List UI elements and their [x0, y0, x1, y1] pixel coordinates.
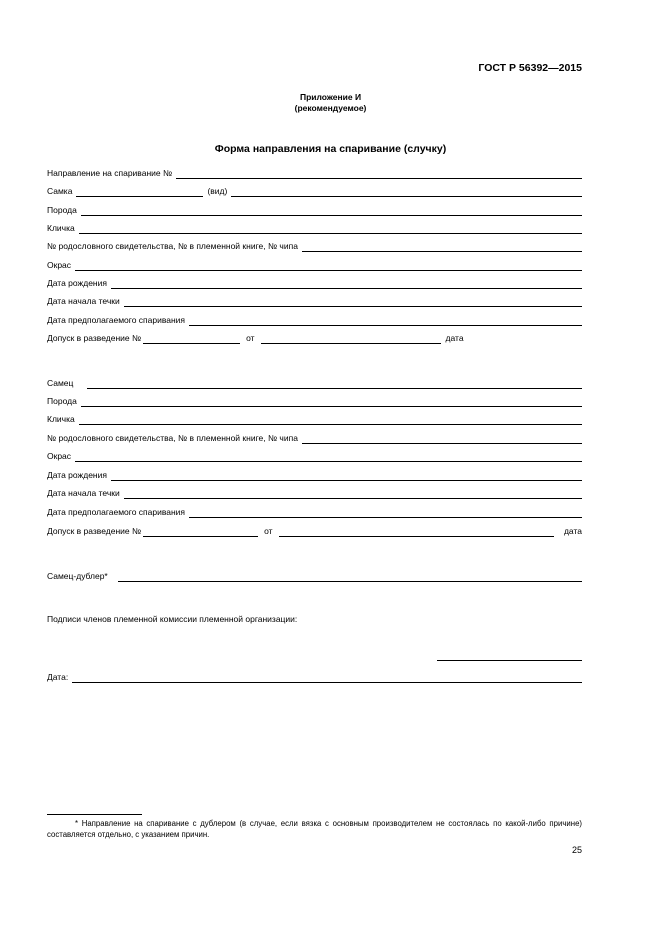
male-heat-label: Дата начала течки: [47, 488, 120, 498]
female-name-label: Кличка: [47, 223, 75, 233]
male-admission-number-field[interactable]: [143, 527, 258, 537]
female-breed-row: [47, 204, 582, 216]
footnote-text: * Направление на спаривание с дублером (в случае, если вязка с основным производителем не состоялась по какой-либо причине) составляется отдельно, с указанием причин.: [47, 819, 582, 839]
male-pedigree-label: № родословного свидетельства, № в племенной книге, № чипа: [47, 433, 298, 443]
male-breed-row: [47, 395, 582, 407]
male-name-row: [47, 413, 582, 425]
footnote-divider: [47, 814, 142, 815]
female-label: Самка: [47, 186, 73, 196]
appendix-title: Приложение И: [299, 92, 362, 102]
female-pedigree-row: [47, 240, 582, 252]
female-field[interactable]: [76, 187, 203, 197]
male-label: Самец: [47, 378, 74, 388]
female-heat-label: Дата начала течки: [47, 296, 120, 306]
male-heat-row: [47, 487, 582, 499]
female-mating-date-field[interactable]: [189, 316, 582, 326]
male-breed-label: Порода: [47, 396, 77, 406]
female-heat-field[interactable]: [124, 297, 582, 307]
male-admission-from-label: от: [264, 526, 273, 536]
direction-number-field[interactable]: [176, 169, 582, 179]
male-pedigree-field[interactable]: [302, 434, 582, 444]
female-name-row: [47, 222, 582, 234]
female-color-row: [47, 259, 582, 271]
date-label: Дата:: [47, 672, 69, 682]
document-code: ГОСТ Р 56392—2015: [478, 62, 582, 74]
appendix-status: (рекомендуемое): [294, 103, 367, 113]
page-number: 25: [571, 845, 582, 855]
female-species-label: (вид): [207, 186, 228, 196]
direction-number-row: [47, 167, 582, 179]
male-admission-label: Допуск в разведение №: [47, 526, 142, 536]
male-color-label: Окрас: [47, 451, 72, 461]
date-row: [47, 671, 582, 683]
direction-number-label: Направление на спаривание №: [47, 168, 173, 178]
male-admission-date-field[interactable]: [279, 527, 554, 537]
female-pedigree-label: № родословного свидетельства, № в племенной книге, № чипа: [47, 241, 298, 251]
female-admission-number-field[interactable]: [143, 334, 240, 344]
date-field[interactable]: [72, 673, 582, 683]
signature-field[interactable]: [437, 660, 582, 661]
form-title: Форма направления на спаривание (случку): [214, 143, 447, 155]
backup-male-row: [47, 570, 582, 582]
male-color-field[interactable]: [75, 452, 582, 462]
female-admission-row: [47, 332, 582, 344]
male-name-label: Кличка: [47, 414, 75, 424]
male-mating-date-field[interactable]: [189, 508, 582, 518]
female-admission-from-label: от: [246, 333, 255, 343]
male-admission-date-label: дата: [563, 526, 582, 536]
male-breed-field[interactable]: [81, 397, 582, 407]
female-pedigree-field[interactable]: [302, 242, 582, 252]
male-row: [47, 377, 582, 389]
female-admission-date-label: дата: [445, 333, 464, 343]
female-mating-date-row: [47, 314, 582, 326]
female-birth-field[interactable]: [111, 279, 582, 289]
male-mating-date-label: Дата предполагаемого спаривания: [47, 507, 186, 517]
male-admission-row: [47, 525, 582, 537]
female-color-field[interactable]: [75, 261, 582, 271]
male-name-field[interactable]: [79, 415, 582, 425]
backup-male-label: Самец-дублер*: [47, 571, 108, 581]
male-pedigree-row: [47, 432, 582, 444]
female-birth-label: Дата рождения: [47, 278, 107, 288]
signatures-label: Подписи членов племенной комиссии племенной организации:: [47, 614, 298, 624]
female-row: [47, 185, 582, 197]
female-heat-row: [47, 295, 582, 307]
male-field[interactable]: [87, 379, 582, 389]
male-heat-field[interactable]: [124, 489, 582, 499]
female-name-field[interactable]: [79, 224, 582, 234]
male-birth-field[interactable]: [111, 471, 582, 481]
backup-male-field[interactable]: [118, 572, 582, 582]
male-birth-row: [47, 469, 582, 481]
female-species-field[interactable]: [231, 187, 582, 197]
male-color-row: [47, 450, 582, 462]
female-color-label: Окрас: [47, 260, 72, 270]
female-admission-date-field[interactable]: [261, 334, 441, 344]
female-birth-row: [47, 277, 582, 289]
female-breed-label: Порода: [47, 205, 77, 215]
male-mating-date-row: [47, 506, 582, 518]
female-admission-label: Допуск в разведение №: [47, 333, 142, 343]
female-breed-field[interactable]: [81, 206, 582, 216]
female-mating-date-label: Дата предполагаемого спаривания: [47, 315, 186, 325]
male-birth-label: Дата рождения: [47, 470, 107, 480]
